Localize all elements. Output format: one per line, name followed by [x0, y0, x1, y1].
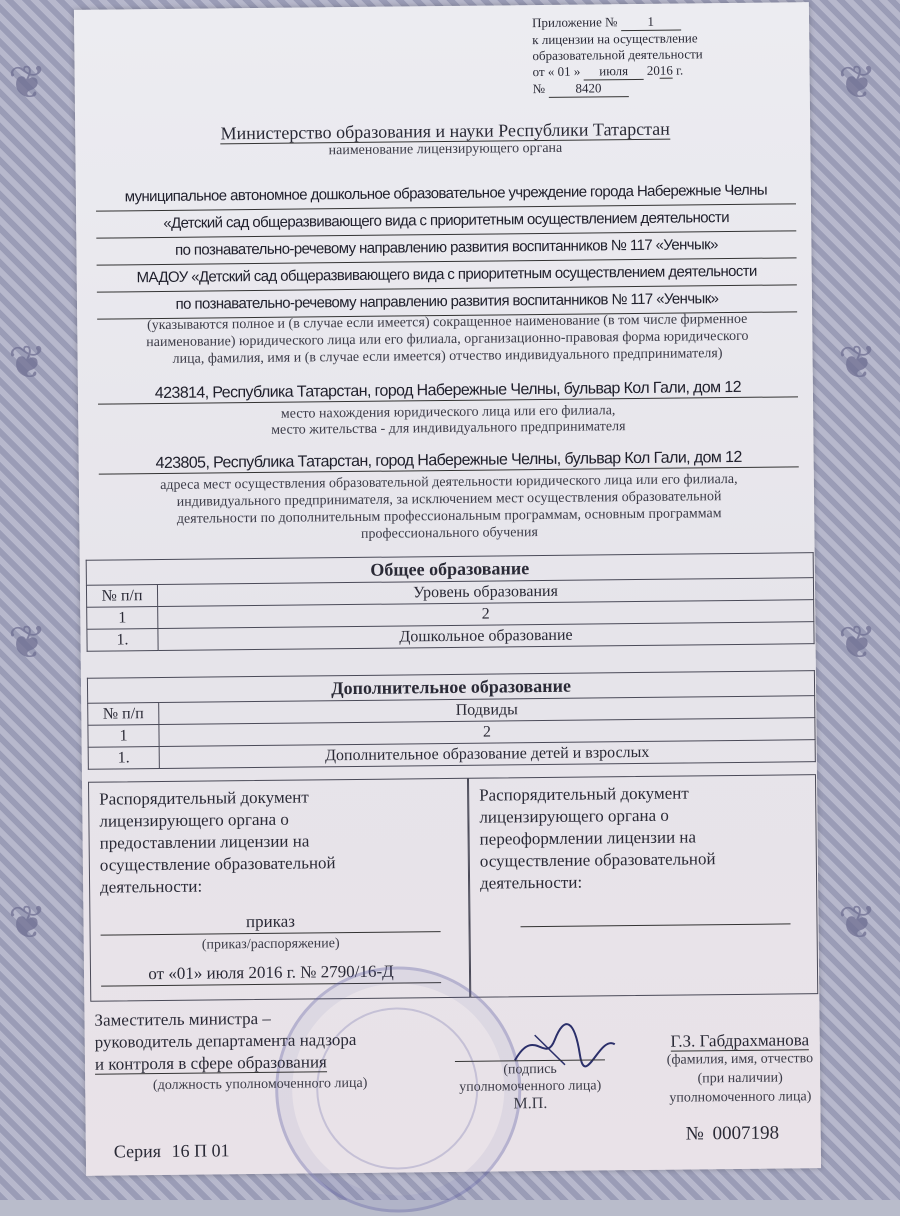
ornament-icon: ❦ [8, 617, 47, 668]
appendix-line: образовательной деятельности [532, 46, 703, 64]
date-year-tail: г. [676, 62, 684, 78]
ornament-icon: ❦ [8, 337, 47, 388]
activity-address: 423805, Республика Татарстан, город Набережные Челны, бульвар Кол Гали, дом 12 [99, 448, 799, 474]
name-caption-line: уполномоченного лица) [669, 1089, 812, 1106]
grant-line: осуществление образовательной [99, 853, 336, 875]
caption-line: профессионального обучения [360, 525, 538, 542]
row-number: 1. [88, 747, 159, 770]
authority-block [95, 117, 795, 161]
date-year-suffix: 16 [659, 62, 673, 78]
form-number-label: № [685, 1123, 704, 1145]
sig-caption-line: (подпись [503, 1061, 557, 1078]
position-caption: (должность уполномоченного лица) [152, 1075, 368, 1094]
general-education-section [86, 552, 815, 652]
authority-name: Министерство образования и науки Республики Татарстан [220, 118, 670, 144]
col-level-header: Уровень образования [157, 578, 813, 607]
caption-line: наименование) юридического лица или его филиала, организационно-правовая форма юридического [146, 328, 749, 351]
col-index: 1 [87, 607, 158, 630]
grant-document-type: приказ [100, 909, 440, 936]
licensee-line: по познавательно-речевому направлению развития воспитанников № 117 «Уенчык» [96, 231, 796, 265]
caption-line: индивидуального предпринимателя, за исключением мест осуществления образовательной [176, 489, 722, 510]
col-number-header: № п/п [88, 703, 159, 726]
ornament-icon: ❦ [8, 57, 47, 108]
reissue-line: деятельности: [479, 872, 583, 893]
caption-line: место жительства - для индивидуального предпринимателя [271, 419, 626, 438]
additional-title: Дополнительное образование [87, 670, 815, 703]
education-level: Дошкольное образование [158, 622, 814, 651]
caption-line: (указываются полное и (в случае если имеется) сокращенное наименование (в том числе фирменное [147, 311, 748, 334]
row-number: 1. [87, 629, 158, 652]
caption-line: место нахождения юридического лица или его филиала, [280, 403, 616, 422]
series-label: Серия [113, 1141, 162, 1162]
position-line: и контроля в сфере образования [94, 1052, 327, 1074]
col-number-header: № п/п [86, 585, 157, 608]
license-appendix-sheet [74, 2, 821, 1176]
licensee-short-line: по познавательно-речевому направлению развития воспитанников № 117 «Уенчык» [97, 285, 797, 319]
licensee-short-line: МАДОУ «Детский сад общеразвивающего вида с приоритетным осуществлением деятельности [97, 258, 797, 292]
grant-line: лицензирующего органа о [99, 809, 289, 831]
authority-caption: наименование лицензирующего органа [328, 140, 563, 159]
education-subtype: Дополнительное образование детей и взрослых [159, 740, 815, 769]
grant-type-caption: (приказ/распоряжение) [201, 936, 340, 953]
licensee-caption [97, 310, 797, 368]
signature-caption [425, 1059, 636, 1113]
license-no: 8420 [548, 80, 628, 98]
ornament-icon: ❦ [838, 57, 877, 108]
date-day: « 01 » [547, 63, 581, 79]
col-index: 2 [158, 600, 814, 629]
reissue-document-box [468, 774, 818, 998]
ornament-icon: ❦ [838, 617, 877, 668]
series-value: 16 П 01 [171, 1140, 230, 1161]
reissue-line: Распорядительный документ [479, 783, 689, 805]
ornament-icon: ❦ [838, 897, 877, 948]
form-number: 0007198 [712, 1122, 780, 1145]
additional-education-section [87, 670, 816, 770]
sig-caption-line: уполномоченного лица) [459, 1078, 602, 1095]
name-caption-line: (фамилия, имя, отчество [666, 1051, 814, 1068]
appendix-label: Приложение № [531, 14, 618, 31]
grant-line: деятельности: [100, 876, 203, 897]
date-from: от [532, 63, 545, 80]
general-title: Общее образование [86, 552, 814, 585]
seal-place-label: М.П. [513, 1094, 548, 1113]
form-number-block [686, 1123, 780, 1146]
signatory-name: Г.З. Габдрахманова [670, 1030, 810, 1051]
reissue-blank-line [520, 909, 790, 927]
appendix-header [532, 12, 793, 98]
position-line: руководитель департамента надзора [94, 1029, 357, 1052]
caption-line: деятельности по дополнительным профессиональным программам, основным программам [176, 506, 722, 527]
appendix-line: к лицензии на осуществление [532, 30, 698, 48]
col-index: 1 [88, 725, 159, 748]
position-line: Заместитель министра – [94, 1008, 271, 1030]
license-no-label: № [532, 80, 546, 97]
date-year-prefix: 20 [646, 62, 660, 78]
activity-block [99, 448, 800, 545]
reissue-line: осуществление образовательной [479, 849, 716, 871]
additional-table [87, 695, 816, 770]
grant-date-number: от «01» июля 2016 г. № 2790/16-Д [101, 960, 441, 987]
reissue-line: лицензирующего органа о [479, 805, 669, 827]
location-block [98, 378, 799, 440]
caption-line: адреса мест осуществления образовательной деятельности юридического лица или его филиала, [160, 471, 738, 494]
appendix-number: 1 [621, 14, 681, 32]
col-subtype-header: Подвиды [159, 696, 815, 725]
reissue-line: переоформлении лицензии на [479, 827, 697, 849]
grant-line: предоставлении лицензии на [99, 831, 310, 853]
general-table [86, 577, 815, 652]
ornament-icon: ❦ [838, 337, 877, 388]
series-block [114, 1140, 230, 1162]
signatory-position [94, 1006, 425, 1097]
date-month: июля [584, 63, 644, 81]
location-address: 423814, Республика Татарстан, город Набережные Челны, бульвар Кол Гали, дом 12 [98, 378, 798, 404]
licensee-line: «Детский сад общеразвивающего вида с приоритетным осуществлением деятельности [96, 204, 796, 238]
licensee-line: муниципальное автономное дошкольное образовательное учреждение города Набережные Челны [96, 177, 796, 211]
licensee-block [96, 177, 797, 319]
ornament-icon: ❦ [8, 897, 47, 948]
grant-line: Распорядительный документ [99, 787, 309, 809]
signatory-name-block [645, 1030, 836, 1108]
caption-line: лица, фамилия, имя и (в случае если имеется) отчество индивидуального предпринимателя) [172, 346, 723, 367]
col-index: 2 [159, 718, 815, 747]
name-caption-line: (при наличии) [697, 1070, 783, 1087]
